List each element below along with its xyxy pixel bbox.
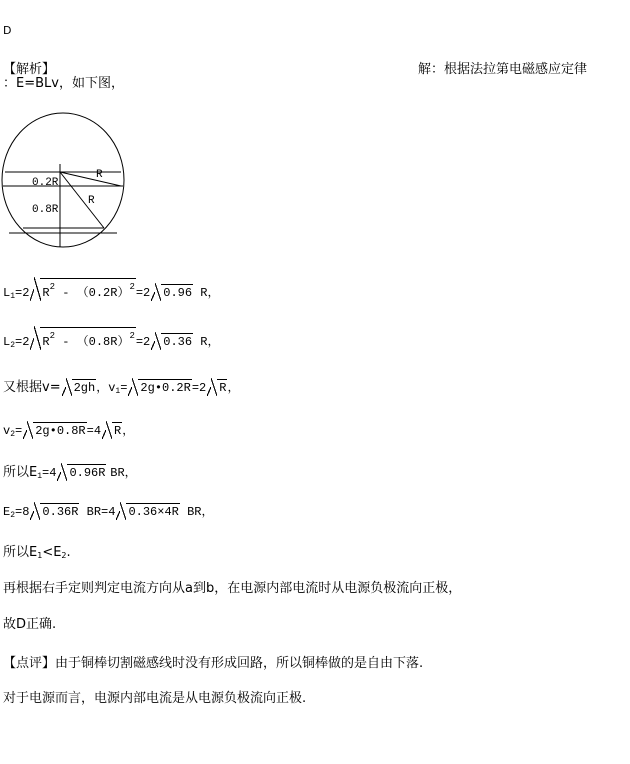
comment-line xyxy=(3,652,423,671)
equation-v2: v2= 2g•0.8R=4 R， xyxy=(3,424,135,439)
final-line: 对于电源而言，电源内部电流是从电源负极流向正极. xyxy=(3,691,307,706)
equation-L1: L1=2 $R^2 - (0.2R)^2=2$ 0.96 R， xyxy=(3,283,219,300)
analysis-label: 【解析】 xyxy=(3,62,56,77)
circle-outline xyxy=(2,113,124,247)
equation-v: 又根据v= 2gh，v1= 2g•0.2R=2 R， xyxy=(3,380,240,396)
equation-E2: E2=8 0.36R BR=4 0.36×4R BR， xyxy=(3,505,214,520)
circle-diagram xyxy=(0,106,132,252)
current-direction-line: 再根据右手定则判定电流方向从a到b，在电源内部电流时从电源负极流向正极， xyxy=(3,581,462,596)
conclusion-line: 故D正确. xyxy=(3,617,57,632)
label-0.2R: 0.2R xyxy=(32,177,59,189)
label-R-lower: R xyxy=(88,195,95,207)
analysis-intro-text: 解：根据法拉第电磁感应定律 xyxy=(418,62,588,77)
comment-text: 由于铜棒切割磁感线时没有形成回路，所以铜棒做的是自由下落. xyxy=(55,656,424,671)
equation-L2: L2=2 $R^2 - (0.8R)^2=2$ 0.36 R， xyxy=(3,332,219,349)
answer-letter: D xyxy=(3,24,12,37)
equation-E1: 所以E1=4 0.96R BR， xyxy=(3,465,137,481)
equation-compare: 所以E1<E2. xyxy=(3,545,71,560)
analysis-formula-line: ：E=BLv，如下图， xyxy=(3,76,124,91)
comment-label: 【点评】 xyxy=(3,656,56,671)
label-0.8R: 0.8R xyxy=(32,204,59,216)
label-R-upper: R xyxy=(96,169,103,181)
